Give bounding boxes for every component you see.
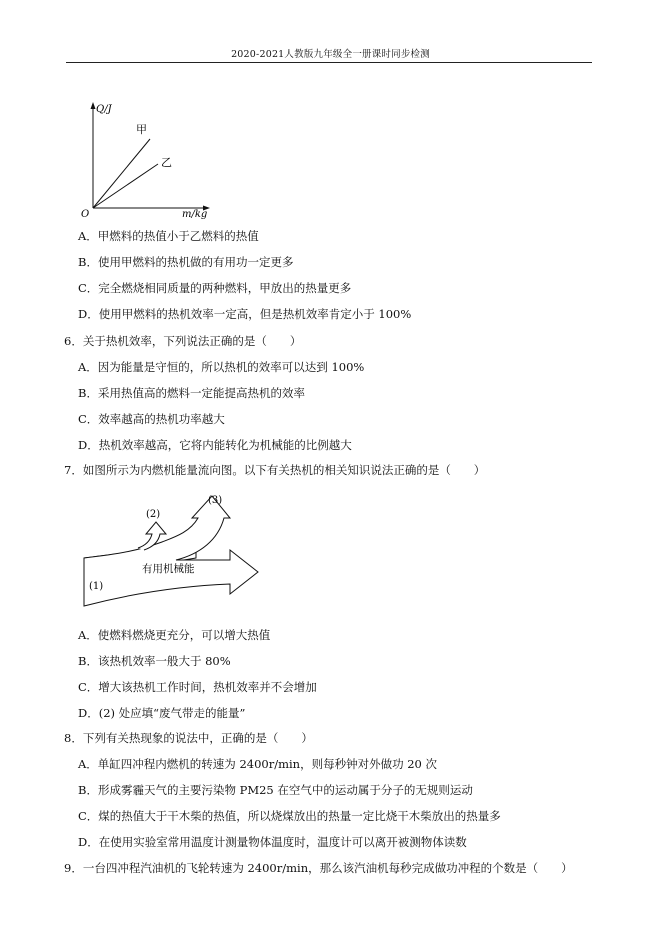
q7-option-d: D．(2) 处应填“废气带走的能量” xyxy=(78,706,246,720)
q8-stem: 8．下列有关热现象的说法中，正确的是（ ） xyxy=(64,731,313,745)
line-jia-label: 甲 xyxy=(136,123,147,136)
line-yi-label: 乙 xyxy=(161,156,172,169)
page-header: 2020-2021人教版九年级全一册课时同步检测 xyxy=(231,49,430,60)
heat-mass-graph xyxy=(76,98,216,220)
q6-option-d: D．热机效率越高，它将内能转化为机械能的比例越大 xyxy=(78,438,352,452)
q5-option-c: C．完全燃烧相同质量的两种燃料，甲放出的热量更多 xyxy=(78,281,352,295)
x-axis-label: m/kg xyxy=(182,209,208,220)
q6-option-a: A．因为能量是守恒的，所以热机的效率可以达到 100% xyxy=(78,360,365,374)
q8-option-b: B．形成雾霾天气的主要污染物 PM25 在空气中的运动属于分子的无规则运动 xyxy=(78,783,473,797)
y-axis-arrow xyxy=(91,102,96,109)
line-jia xyxy=(93,139,150,208)
y-axis-label: Q/J xyxy=(96,104,112,115)
q8-option-a: A．单缸四冲程内燃机的转速为 2400r/min，则每秒钟对外做功 20 次 xyxy=(78,757,438,771)
label-2: (2) xyxy=(146,509,161,520)
q6-option-c: C．效率越高的热机功率越大 xyxy=(78,412,225,426)
label-3: (3) xyxy=(208,495,223,506)
q5-option-b: B．使用甲燃料的热机做的有用功一定更多 xyxy=(78,255,294,269)
q7-option-b: B．该热机效率一般大于 80% xyxy=(78,654,231,668)
useful-energy-label: 有用机械能 xyxy=(142,563,195,575)
q6-option-b: B．采用热值高的燃料一定能提高热机的效率 xyxy=(78,386,305,400)
q7-option-c: C．增大该热机工作时间，热机效率并不会增加 xyxy=(78,680,317,694)
header-divider xyxy=(66,62,592,63)
origin-label: O xyxy=(81,209,90,220)
label-1: (1) xyxy=(89,581,104,592)
main-energy-arrow-outline xyxy=(84,496,258,606)
q7-stem: 7．如图所示为内燃机能量流向图。以下有关热机的相关知识说法正确的是（ ） xyxy=(64,463,486,477)
energy-flow-diagram xyxy=(80,488,270,613)
q6-stem: 6．关于热机效率，下列说法正确的是（ ） xyxy=(64,334,302,348)
line-yi xyxy=(93,164,158,208)
q9-stem: 9．一台四冲程汽油机的飞轮转速为 2400r/min，那么该汽油机每秒完成做功冲程的个数是（ ） xyxy=(64,861,573,875)
q8-option-d: D．在使用实验室常用温度计测量物体温度时，温度计可以离开被测物体读数 xyxy=(78,835,467,849)
q8-option-c: C．煤的热值大于干木柴的热值，所以烧煤放出的热量一定比烧干木柴放出的热量多 xyxy=(78,809,501,823)
q7-option-a: A．使燃料燃烧更充分，可以增大热值 xyxy=(78,628,271,642)
q5-option-d: D．使用甲燃料的热机效率一定高，但是热机效率肯定小于 100% xyxy=(78,307,412,321)
q5-option-a: A．甲燃料的热值小于乙燃料的热值 xyxy=(78,229,259,243)
